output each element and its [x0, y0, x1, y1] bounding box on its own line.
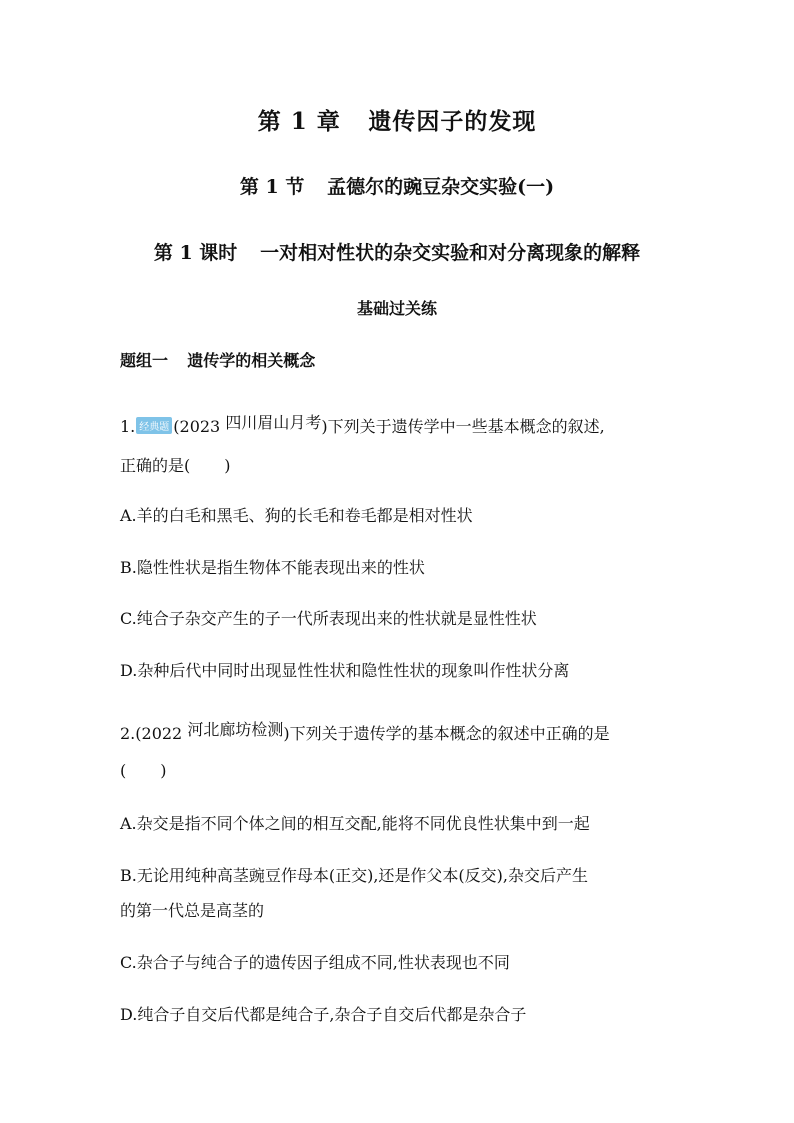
question-2-stem-line-1: [120, 717, 610, 744]
section-label: 第 1 节: [239, 176, 305, 198]
question-1-option-b: B.隐性性状是指生物体不能表现出来的性状: [120, 558, 425, 577]
question-2-paren-close: ): [160, 761, 167, 780]
question-1-stem-line-1: [120, 410, 605, 437]
chapter-label: 第 1 章: [257, 108, 341, 135]
group-name: 遗传学的相关概念: [187, 351, 316, 370]
question-1-source: 四川眉山月考: [225, 413, 322, 432]
question-2-stem: 下列关于遗传学的基本概念的叙述中正确的是: [289, 724, 610, 743]
question-1-paren-close: ): [224, 456, 231, 475]
question-2-source-close: ): [283, 724, 290, 743]
question-1-option-d: D.杂种后代中同时出现显性性状和隐性性状的现象叫作性状分离: [120, 661, 570, 680]
question-1-number: 1.: [120, 417, 136, 436]
question-2-option-d: D.纯合子自交后代都是纯合子,杂合子自交后代都是杂合子: [120, 1005, 527, 1024]
chapter-title: [0, 103, 794, 136]
question-2-stem-line-2: [120, 761, 167, 780]
question-1-stem: 下列关于遗传学中一些基本概念的叙述,: [327, 417, 605, 436]
lesson-title: [0, 238, 794, 265]
question-2-option-c: C.杂合子与纯合子的遗传因子组成不同,性状表现也不同: [120, 953, 510, 972]
group-label: 题组一: [120, 351, 169, 370]
question-1-stem-line-2: [120, 453, 231, 476]
question-2-option-a: A.杂交是指不同个体之间的相互交配,能将不同优良性状集中到一起: [120, 814, 590, 833]
question-2-year: (2022: [135, 724, 183, 743]
question-2-paren-open: (: [120, 761, 127, 780]
question-1-source-close: ): [321, 417, 328, 436]
section-name: 孟德尔的豌豆杂交实验(一): [327, 176, 555, 198]
question-1-option-a: A.羊的白毛和黑毛、狗的长毛和卷毛都是相对性状: [120, 506, 473, 525]
question-2-option-b-continued: 的第一代总是高茎的: [120, 901, 265, 920]
chapter-name: 遗传因子的发现: [368, 108, 537, 135]
lesson-name: 一对相对性状的杂交实验和对分离现象的解释: [260, 242, 641, 264]
question-1-option-c: C.纯合子杂交产生的子一代所表现出来的性状就是显性性状: [120, 609, 537, 628]
lesson-label: 第 1 课时: [153, 242, 238, 264]
practice-label: 基础过关练: [356, 299, 437, 318]
question-1-stem-tail: 正确的是(: [120, 456, 191, 475]
classic-question-tag: 经典题: [136, 417, 172, 434]
question-2-source: 河北廊坊检测: [187, 720, 284, 739]
question-2-number: 2.: [120, 724, 136, 743]
group-title: [120, 348, 315, 371]
question-2-option-b: B.无论用纯种高茎豌豆作母本(正交),还是作父本(反交),杂交后产生: [120, 866, 588, 885]
question-1-year: (2023: [173, 417, 221, 436]
section-title: [0, 172, 794, 199]
